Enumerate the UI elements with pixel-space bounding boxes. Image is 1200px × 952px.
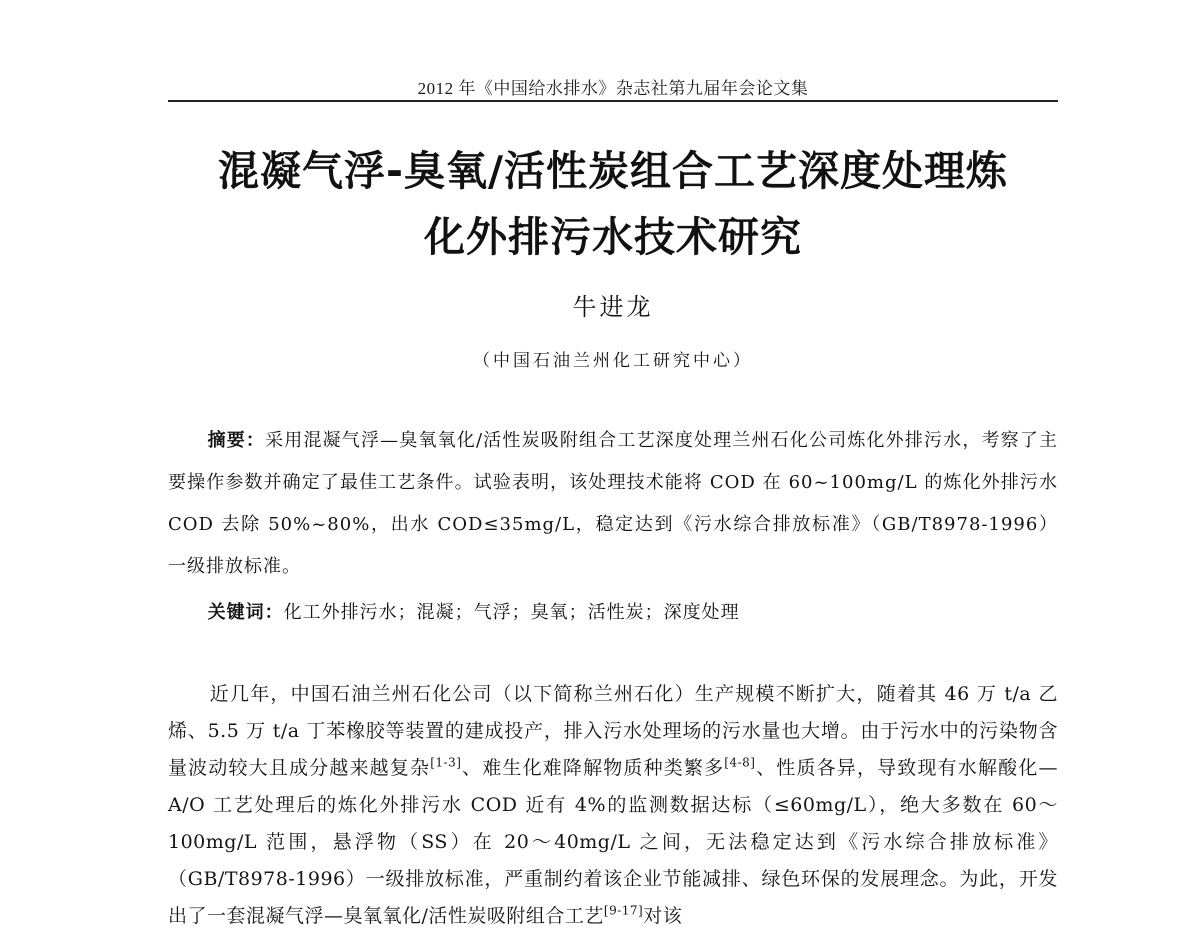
title-line-1: 混凝气浮-臭氧/活性炭组合工艺深度处理炼 (218, 147, 1008, 195)
citation-ref: [4-8] (724, 755, 756, 770)
body-text-segment: 、难生化难降解物质种类繁多 (461, 757, 725, 779)
title-line-2: 化外排污水技术研究 (424, 213, 802, 261)
author-name: 牛进龙 (572, 293, 654, 321)
citation-ref: [9-17] (603, 903, 644, 918)
running-header: 2012 年《中国给水排水》杂志社第九届年会论文集 (417, 79, 809, 98)
body-paragraph (168, 676, 1058, 935)
body-text-segment: 近几年，中国石油兰州石化公司（以下简称兰州石化）生产规模不断扩大，随着其 46 万 t/a 乙烯、5.5 万 t/a 丁苯橡胶等装置的建成投产，排入污水处理场的污水量也大增。由于污水中的污染物含量波动较大且成分越来越复杂 (168, 683, 1058, 779)
header-rule (168, 100, 1058, 102)
keywords-text: 化工外排污水；混凝；气浮；臭氧；活性炭；深度处理 (283, 602, 740, 623)
citation-ref: [1-3] (430, 755, 462, 770)
abstract-label: 摘要： (207, 430, 266, 451)
body-text-segment: 对该 (643, 905, 683, 927)
keywords (168, 592, 1058, 634)
author-affiliation: （中国石油兰州化工研究中心） (473, 351, 753, 371)
abstract (168, 420, 1058, 588)
body-text-segment: 、性质各异，导致现有水解酸化—A/O 工艺处理后的炼化外排污水 COD 近有 4%的监测数据达标（≤60mg/L），绝大多数在 60～100mg/L 范围，悬浮物（SS）在 20～40mg/L 之间，无法稳定达到《污水综合排放标准》（GB/T8978-1996）一级排放标准，严重制约着该企业节能减排、绿色环保的发展理念。为此，开发出了一套混凝气浮—臭氧氧化/活性炭吸附组合工艺 (168, 757, 1058, 927)
keywords-label: 关键词： (207, 602, 284, 623)
paper-title (168, 138, 1058, 270)
abstract-text: 采用混凝气浮—臭氧氧化/活性炭吸附组合工艺深度处理兰州石化公司炼化外排污水，考察了主要操作参数并确定了最佳工艺条件。试验表明，该处理技术能将 COD 在 60~100mg/L 的炼化外排污水 COD 去除 50%~80%，出水 COD≤35mg/L，稳定达到《污水综合排放标准》（GB/T8978-1996）一级排放标准。 (168, 430, 1059, 577)
